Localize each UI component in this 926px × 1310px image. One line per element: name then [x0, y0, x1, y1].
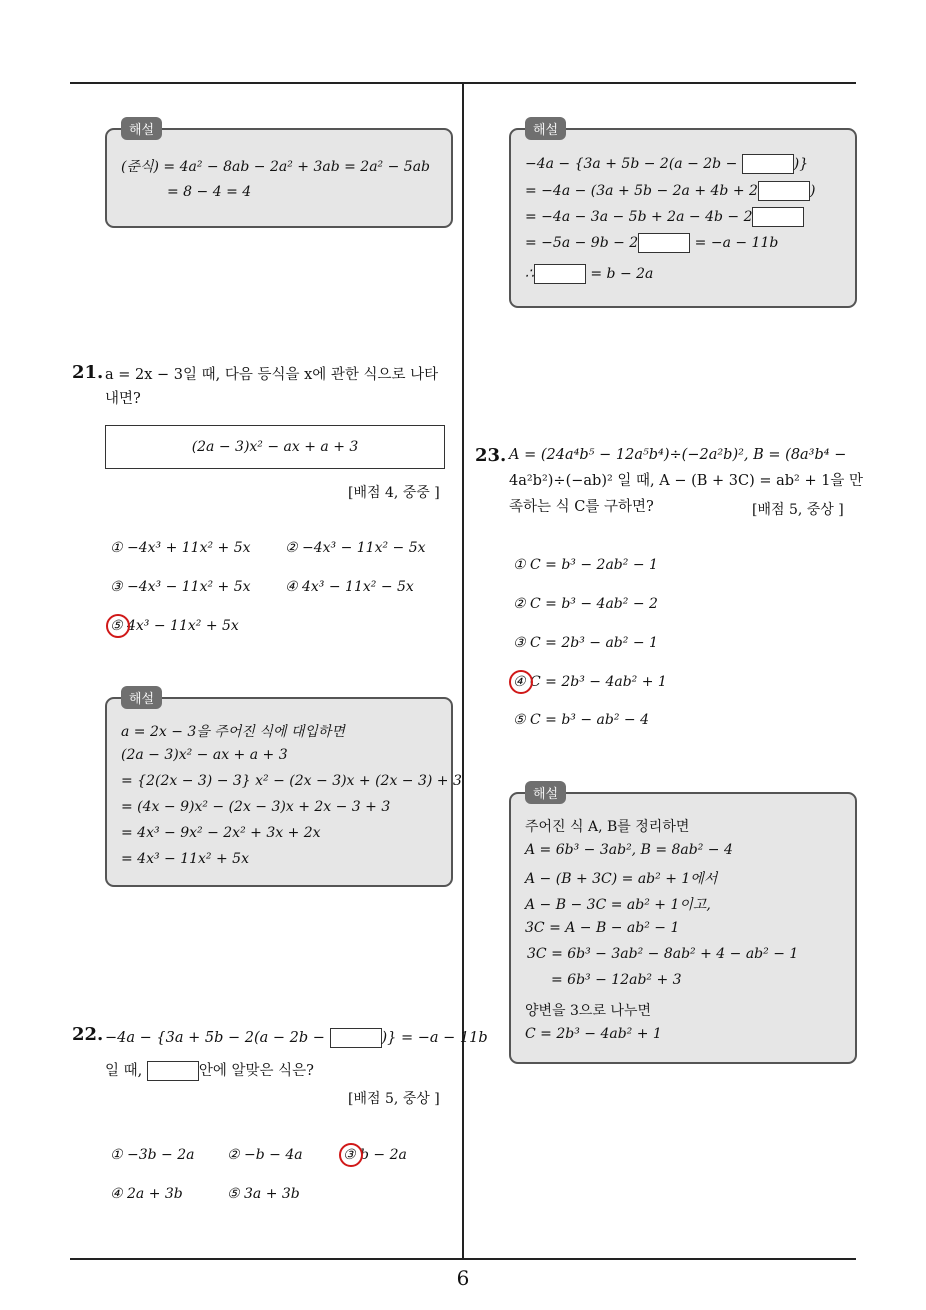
page-number: 6 — [456, 1266, 470, 1290]
question-expression: )} = −a − 11b — [381, 1030, 488, 1046]
solution-line — [525, 154, 808, 174]
option[interactable]: ① −4x³ + 11x² + 5x — [110, 540, 251, 556]
solution-line: (2a − 3)x² − ax + a + 3 — [121, 747, 288, 763]
column-divider — [462, 84, 464, 1258]
score-label: [배점 5, 중상 ] — [348, 1091, 440, 1107]
solution-line: = 4x³ − 11x² + 5x — [121, 851, 249, 867]
question-text — [105, 1024, 488, 1052]
answer-circle-mark — [339, 1143, 363, 1167]
solution-box-21 — [105, 692, 462, 887]
question-text: 4a²b²)÷(−ab)² 일 때, A − (B + 3C) = ab² + 1을 만 — [509, 473, 864, 489]
answer-blank — [758, 181, 810, 201]
answer-circle-mark — [106, 614, 130, 638]
answer-blank — [638, 233, 690, 253]
solution-line: a = 2x − 3을 주어진 식에 대입하면 — [121, 724, 345, 740]
solution-text: = −4a − (3a + 5b − 2a + 4b + 2 — [525, 183, 758, 199]
solution-text: )} — [793, 156, 809, 172]
question-expression: −4a − {3a + 5b − 2(a − 2b − — [105, 1030, 325, 1046]
answer-blank — [330, 1028, 382, 1048]
solution-line — [525, 181, 815, 201]
solution-line: = (4x − 9)x² − (2x − 3)x + 2x − 3 + 3 — [121, 799, 391, 815]
solution-box-23 — [509, 787, 857, 1064]
solution-text: = −5a − 9b − 2 — [525, 235, 639, 251]
solution-line: = {2(2x − 3) − 3} x² − (2x − 3)x + (2x − 3) + 3 — [121, 773, 462, 789]
score-label: [배점 4, 중중 ] — [348, 485, 440, 501]
solution-box-20 — [105, 123, 453, 228]
solution-line: = 4x³ − 9x² − 2x² + 3x + 2x — [121, 825, 321, 841]
question-text: 일 때, — [105, 1063, 143, 1079]
option[interactable]: ④ 4x³ − 11x² − 5x — [285, 579, 414, 595]
question-expression: (2a − 3)x² − ax + a + 3 — [105, 425, 445, 469]
option[interactable]: ③ −4x³ − 11x² + 5x — [110, 579, 251, 595]
solution-line: A − (B + 3C) = ab² + 1에서 — [525, 871, 718, 887]
solution-line: = 8 − 4 = 4 — [167, 184, 252, 200]
solution-line — [525, 233, 778, 253]
solution-line: 주어진 식 A, B를 정리하면 — [525, 819, 690, 835]
answer-circle-mark — [509, 670, 533, 694]
therefore-symbol: ∴ — [525, 266, 534, 282]
answer-blank — [752, 207, 804, 227]
option[interactable]: ③ b − 2a — [343, 1147, 407, 1163]
option[interactable]: ② −4x³ − 11x² − 5x — [285, 540, 426, 556]
option[interactable]: ④ 2a + 3b — [110, 1186, 183, 1202]
solution-line: A = 6b³ − 3ab², B = 8ab² − 4 — [525, 842, 733, 858]
option[interactable]: ⑤ C = b³ − ab² − 4 — [513, 712, 650, 728]
solution-text: = b − 2a — [590, 266, 654, 282]
solution-tag: 해설 — [121, 117, 162, 140]
question-text: a = 2x − 3일 때, 다음 등식을 x에 관한 식으로 나타 — [105, 367, 439, 383]
option[interactable]: ① −3b − 2a — [110, 1147, 195, 1163]
question-text: 족하는 식 C를 구하면? — [509, 499, 654, 515]
answer-blank — [742, 154, 794, 174]
solution-line: 양변을 3으로 나누면 — [525, 1003, 651, 1019]
question-number: 21. — [72, 362, 104, 383]
question-text: 내면? — [105, 391, 141, 407]
solution-line — [525, 207, 804, 227]
solution-line: = 6b³ − 12ab² + 3 — [551, 972, 682, 988]
solution-line: 3C = 6b³ − 3ab² − 8ab² + 4 − ab² − 1 — [527, 946, 799, 962]
answer-blank — [534, 264, 586, 284]
option[interactable]: ③ C = 2b³ − ab² − 1 — [513, 635, 658, 651]
solution-line — [525, 264, 653, 284]
solution-line: C = 2b³ − 4ab² + 1 — [525, 1026, 662, 1042]
question-number: 22. — [72, 1024, 104, 1045]
option[interactable]: ② −b − 4a — [227, 1147, 303, 1163]
answer-blank — [147, 1061, 199, 1081]
solution-text: = −4a − 3a − 5b + 2a − 4b − 2 — [525, 209, 753, 225]
footer-rule — [70, 1258, 856, 1260]
solution-tag: 해설 — [121, 686, 162, 709]
option[interactable]: ② C = b³ − 4ab² − 2 — [513, 596, 658, 612]
solution-text: −4a − {3a + 5b − 2(a − 2b − — [525, 156, 738, 172]
solution-tag: 해설 — [525, 117, 566, 140]
option[interactable]: ① C = b³ − 2ab² − 1 — [513, 557, 658, 573]
question-text: 안에 알맞은 식은? — [198, 1063, 314, 1079]
solution-tag: 해설 — [525, 781, 566, 804]
solution-box-22 — [509, 123, 857, 308]
option[interactable]: ⑤ 4x³ − 11x² + 5x — [110, 618, 239, 634]
option[interactable]: ⑤ 3a + 3b — [227, 1186, 300, 1202]
solution-line: (준식) = 4a² − 8ab − 2a² + 3ab = 2a² − 5ab — [121, 159, 431, 175]
question-text: A = (24a⁴b⁵ − 12a⁵b⁴)÷(−2a²b)², B = (8a³b⁴ − — [509, 447, 847, 463]
solution-text: ) — [809, 183, 816, 199]
question-number: 23. — [475, 445, 507, 466]
option[interactable]: ④ C = 2b³ − 4ab² + 1 — [513, 674, 667, 690]
question-text — [105, 1057, 314, 1085]
solution-line: 3C = A − B − ab² − 1 — [525, 920, 680, 936]
score-label: [배점 5, 중상 ] — [752, 502, 844, 518]
solution-text: = −a − 11b — [694, 235, 779, 251]
solution-line: A − B − 3C = ab² + 1이고, — [525, 897, 711, 913]
